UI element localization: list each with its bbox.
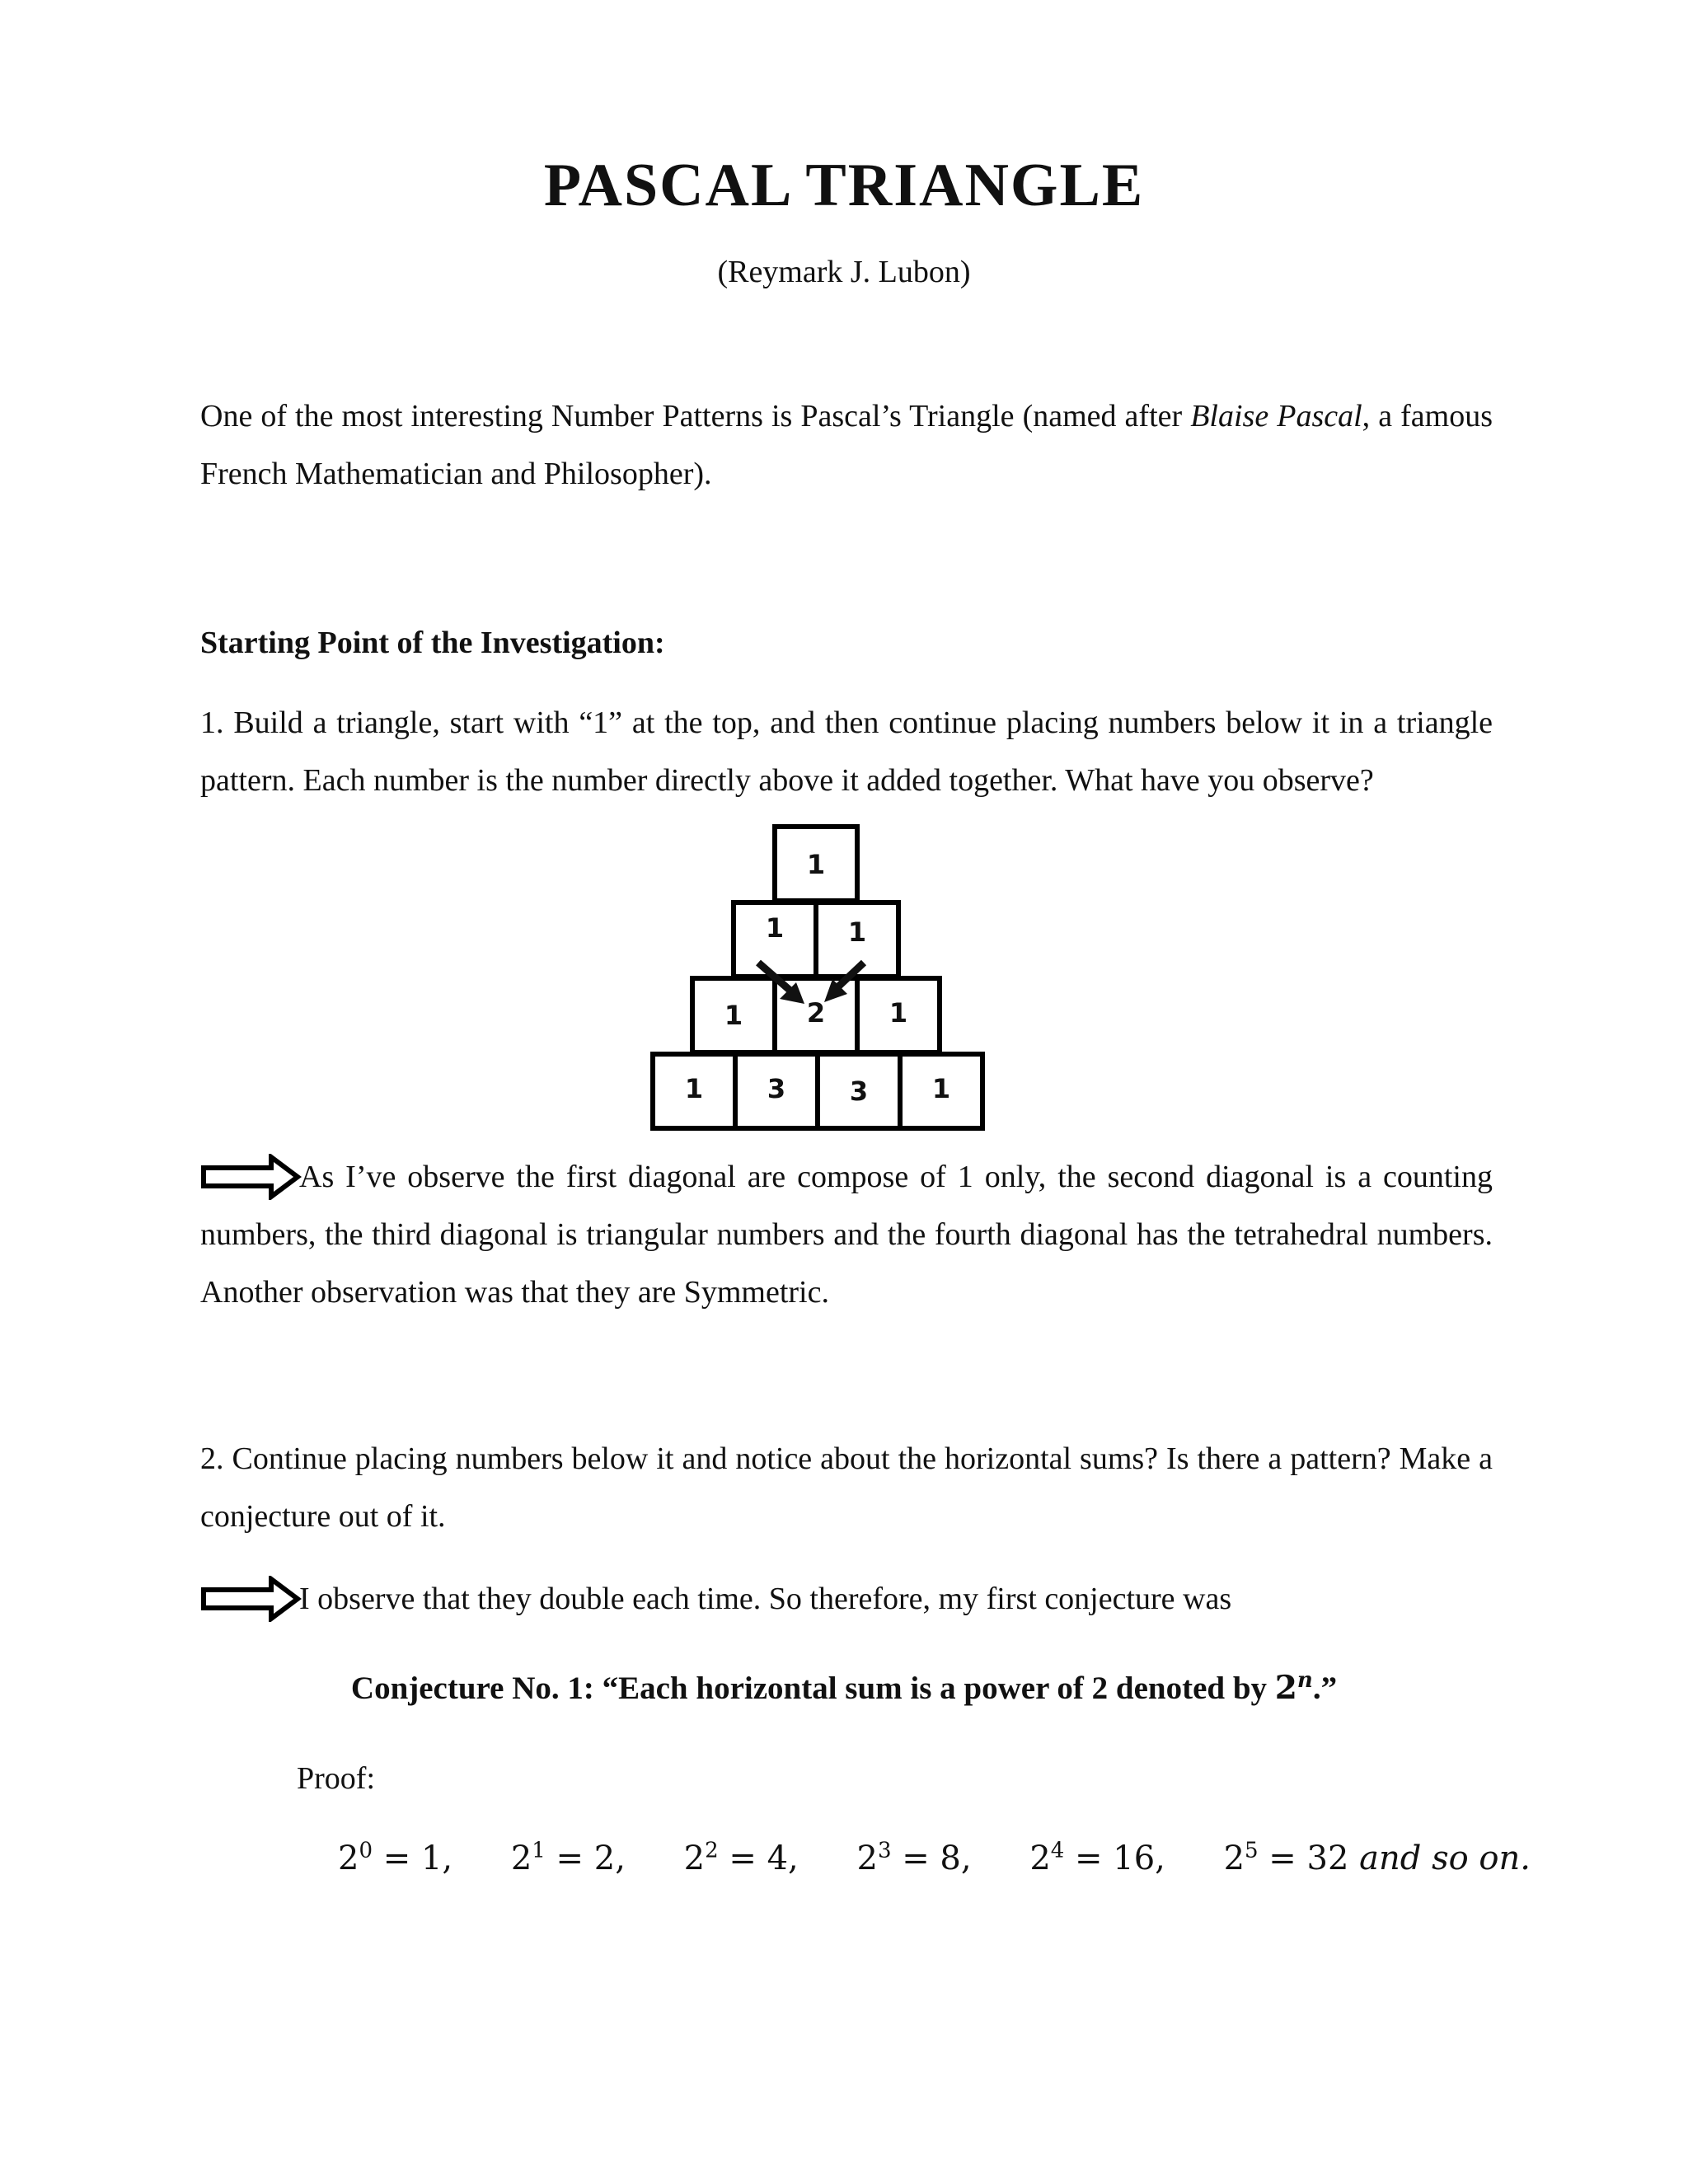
power-value: = 16, (1064, 1840, 1165, 1877)
conjecture-power (1275, 1669, 1313, 1707)
question-1: 1. Build a triangle, start with “1” at the top, and then continue placing numbers below it in a triangle pattern. Each number is the number directly above it added together. What have you observe? (200, 705, 1493, 798)
intro-text: One of the most interesting Number Patterns is Pascal’s Triangle (named after (200, 399, 1191, 434)
power-equation (1029, 1830, 1165, 1887)
conjecture-1 (0, 1663, 1688, 1713)
section-heading: Starting Point of the Investigation: (200, 626, 665, 660)
power-equation (684, 1830, 799, 1887)
power-base: 2 (1223, 1840, 1245, 1877)
answer-1: As I’ve observe the first diagonal are compose of 1 only, the second diagonal is a counting numbers, the third diagonal is triangular numbers and the fourth diagonal has the tetrahedral numbers. Another observation was that they are Symmetric. (200, 1160, 1493, 1310)
triangle-cell-value: 1 (931, 1073, 951, 1104)
conjecture-power-base: 2 (1274, 1669, 1297, 1707)
intro-text-end: , a famous French Mathematician and Philosopher). (200, 399, 1493, 491)
power-exp: 1 (532, 1838, 546, 1863)
triangle-row-4 (653, 1054, 982, 1128)
conjecture-power-exp: n (1296, 1668, 1313, 1693)
triangle-cell-value: 2 (806, 997, 826, 1029)
power-value: = 4, (718, 1840, 799, 1877)
triangle-cell-value: 1 (847, 916, 867, 948)
power-base: 2 (856, 1840, 878, 1877)
answer-2: I observe that they double each time. So therefore, my first conjecture was (299, 1582, 1232, 1616)
triangle-cell-value: 1 (724, 1000, 743, 1031)
triangle-cell-value: 1 (765, 912, 785, 944)
power-equation (338, 1830, 452, 1887)
triangle-row-1 (775, 827, 857, 901)
power-value: = 32 (1258, 1840, 1360, 1877)
triangle-cell-value: 1 (889, 997, 908, 1029)
power-base: 2 (510, 1840, 532, 1877)
power-base: 2 (1029, 1840, 1051, 1877)
author-line: (Reymark J. Lubon) (717, 255, 971, 289)
conjecture-close: .” (1312, 1671, 1338, 1706)
intro-italic-name: Blaise Pascal (1190, 399, 1362, 434)
powers-of-two-line (338, 1830, 1531, 1887)
power-exp: 4 (1050, 1838, 1065, 1863)
power-exp: 5 (1245, 1838, 1259, 1863)
triangle-cell-value: 3 (767, 1073, 786, 1104)
page-title: PASCAL TRIANGLE (543, 152, 1145, 219)
power-value: = 8, (891, 1840, 972, 1877)
power-base: 2 (683, 1840, 706, 1877)
question-2: 2. Continue placing numbers below it and notice about the horizontal sums? Is there a pattern? Make a conjecture out of it. (200, 1441, 1493, 1534)
power-equation (1224, 1830, 1531, 1887)
triangle-row-3 (692, 978, 940, 1052)
pascal-triangle-diagram (643, 816, 997, 1137)
power-equation (511, 1830, 626, 1887)
proof-label: Proof: (297, 1761, 375, 1796)
triangle-cell-value: 3 (849, 1076, 869, 1107)
conjecture-text: Conjecture No. 1: “Each horizontal sum is a power of 2 denoted by (350, 1671, 1275, 1706)
powers-tail: and so on. (1359, 1840, 1531, 1877)
power-equation (856, 1830, 971, 1887)
power-exp: 0 (359, 1838, 373, 1863)
intro-paragraph (200, 387, 1493, 503)
triangle-cell-value: 1 (806, 849, 826, 880)
power-value: = 2, (545, 1840, 626, 1877)
triangle-cell-value: 1 (684, 1073, 704, 1104)
power-exp: 2 (705, 1838, 719, 1863)
power-base: 2 (338, 1840, 359, 1877)
power-value: = 1, (373, 1840, 453, 1877)
answer-arrow-icon (200, 1576, 302, 1622)
power-exp: 3 (877, 1838, 892, 1863)
